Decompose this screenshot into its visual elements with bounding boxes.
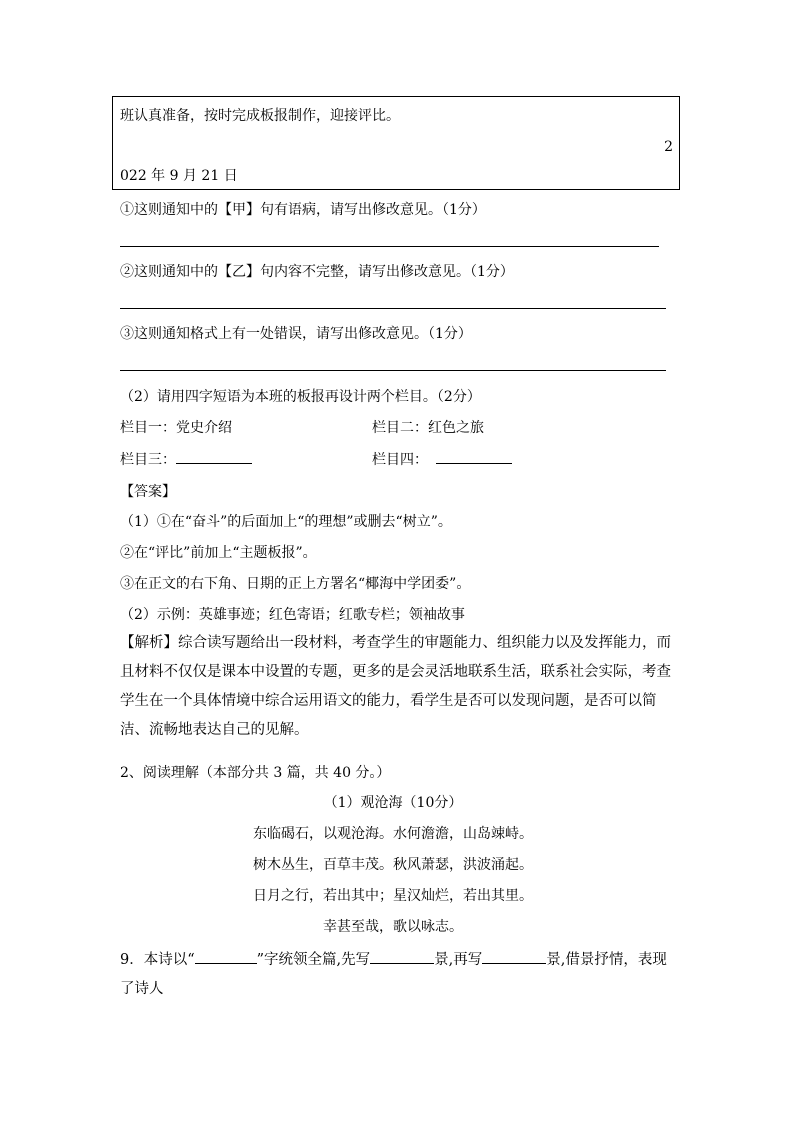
question-9-part-b: ”字统领全篇,先写 xyxy=(256,952,371,968)
answer-line-1[interactable] xyxy=(120,246,659,247)
column-2: 栏目二：红色之旅 xyxy=(372,420,484,436)
question-9 xyxy=(120,948,667,969)
column-4-label: 栏目四： xyxy=(372,452,428,468)
analysis-paragraph: 【解析】综合读写题给出一段材料，考查学生的审题能力、组织能力以及发挥能力，而且材料不仅仅是课本中设置的专题，更多的是会灵活地联系生活，联系社会实际，考查学生在一个具体情境中综合运用语文的能力，看学生是否可以发现问题，是否可以简洁、流畅地表达自己的见解。 xyxy=(120,635,671,738)
poem-line-2: 树木丛生，百草丰茂。秋风萧瑟，洪波涌起。 xyxy=(253,857,533,873)
notice-date: 022 年 9 月 21 日 xyxy=(120,168,238,184)
question-1: ①这则通知中的【甲】句有语病，请写出修改意见。（1分） xyxy=(120,202,486,218)
question-9-blank-3[interactable] xyxy=(482,949,546,964)
question-4: （2）请用四字短语为本班的板报再设计两个栏目。（2分） xyxy=(120,389,481,405)
answer-2: ②在“评比”前加上“主题板报”。 xyxy=(120,545,317,561)
notice-line-1: 班认真准备，按时完成板报制作，迎接评比。 xyxy=(120,108,400,124)
question-9-part-a: 9．本诗以“ xyxy=(120,952,195,968)
answer-1: （1）①在“奋斗”的后面加上“的理想”或删去“树立”。 xyxy=(120,514,452,530)
question-3: ③这则通知格式上有一处错误，请写出修改意见。（1分） xyxy=(120,326,472,342)
answer-line-3[interactable] xyxy=(120,370,666,371)
question-9-blank-1[interactable] xyxy=(195,949,257,964)
question-2: ②这则通知中的【乙】句内容不完整，请写出修改意见。（1分） xyxy=(120,264,514,280)
notice-box xyxy=(112,96,680,190)
column-3-blank[interactable] xyxy=(176,449,252,464)
question-9-blank-2[interactable] xyxy=(370,949,434,964)
answer-4: （2）示例：英雄事迹；红色寄语；红歌专栏；领袖故事 xyxy=(120,607,465,623)
column-4-blank[interactable] xyxy=(436,449,512,464)
poem-title: （1）观沧海（10分） xyxy=(323,795,463,811)
reading-section-title: 2、阅读理解（本部分共 3 篇，共 40 分。） xyxy=(120,765,391,781)
answer-line-2[interactable] xyxy=(120,308,666,309)
column-4 xyxy=(372,449,512,469)
question-9-part-c: 景,再写 xyxy=(434,952,483,968)
column-1: 栏目一：党史介绍 xyxy=(120,420,232,436)
answer-3: ③在正文的右下角、日期的正上方署名“椰海中学团委”。 xyxy=(120,576,471,592)
poem-line-3: 日月之行，若出其中；星汉灿烂，若出其里。 xyxy=(253,888,533,904)
poem-line-4: 幸甚至哉，歌以咏志。 xyxy=(323,919,463,935)
column-3-label: 栏目三： xyxy=(120,452,176,468)
answer-heading: 【答案】 xyxy=(120,484,176,500)
question-9-part-d: 景,借景抒情，表现 xyxy=(546,952,667,968)
question-9-continuation: 了诗人 xyxy=(120,981,164,997)
poem-line-1: 东临碣石，以观沧海。水何澹澹，山岛竦峙。 xyxy=(253,826,533,842)
column-3 xyxy=(120,449,252,469)
notice-line-2: 2 xyxy=(664,139,673,155)
